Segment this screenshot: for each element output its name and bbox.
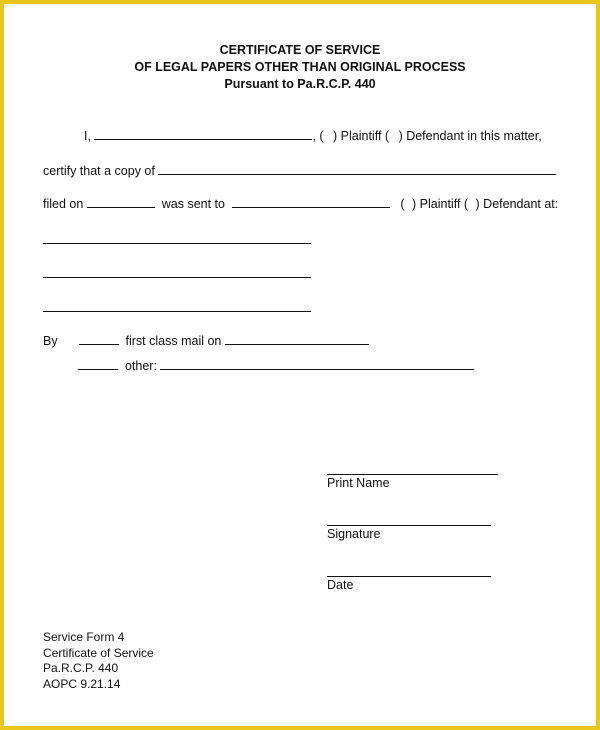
row-copy-of: [43, 161, 556, 178]
defendant-label-1: ) Defendant in this matter,: [398, 129, 542, 143]
first-class-label: first class mail on: [125, 334, 222, 348]
copy-of-label: certify that a copy of: [43, 164, 155, 178]
form-footer: [43, 630, 154, 692]
title-line-3: Pursuant to Pa.R.C.P. 440: [224, 77, 376, 91]
signature-line[interactable]: [327, 525, 491, 526]
print-name-line[interactable]: [327, 474, 498, 475]
plaintiff-label-2: ) Plaintiff (: [412, 197, 469, 211]
mail-date-blank[interactable]: [225, 331, 369, 345]
other-blank[interactable]: [160, 356, 474, 370]
filed-on-blank[interactable]: [87, 194, 155, 208]
date-line[interactable]: [327, 576, 491, 577]
signature-label: Signature: [327, 527, 381, 541]
title-line-2: OF LEGAL PAPERS OTHER THAN ORIGINAL PROCESS: [134, 60, 466, 74]
document-page: [4, 4, 596, 726]
first-class-check-blank[interactable]: [79, 331, 119, 345]
row-by-mail: [43, 331, 369, 348]
row-other: [78, 356, 474, 373]
by-label: By: [43, 334, 58, 348]
plaintiff-label-1: ) Plaintiff (: [333, 129, 390, 143]
sent-to-label: was sent to: [161, 197, 225, 211]
address-line-2[interactable]: [43, 277, 311, 278]
declarant-comma-paren: , (: [312, 129, 324, 143]
footer-line-2: Certificate of Service: [43, 645, 154, 660]
declarant-prefix: I,: [84, 129, 91, 143]
address-line-3[interactable]: [43, 311, 311, 312]
filed-on-label: filed on: [43, 197, 84, 211]
address-line-1[interactable]: [43, 243, 311, 244]
print-name-label: Print Name: [327, 476, 390, 490]
other-label: other:: [124, 359, 157, 373]
sent-to-blank[interactable]: [232, 194, 390, 208]
title-line-1: CERTIFICATE OF SERVICE: [219, 43, 381, 57]
defendant-label-2: ) Defendant at:: [475, 197, 559, 211]
paren-open: (: [400, 197, 405, 211]
declarant-name-blank[interactable]: [94, 126, 312, 140]
date-label: Date: [327, 578, 354, 592]
form-title: [4, 42, 596, 93]
row-filed-on: [43, 194, 558, 211]
footer-line-3: Pa.R.C.P. 440: [43, 661, 119, 675]
other-check-blank[interactable]: [78, 356, 118, 370]
copy-of-blank[interactable]: [158, 161, 556, 175]
row-declarant: [84, 126, 542, 143]
footer-line-4: AOPC 9.21.14: [43, 676, 121, 691]
footer-line-1: Service Form 4: [43, 630, 125, 644]
